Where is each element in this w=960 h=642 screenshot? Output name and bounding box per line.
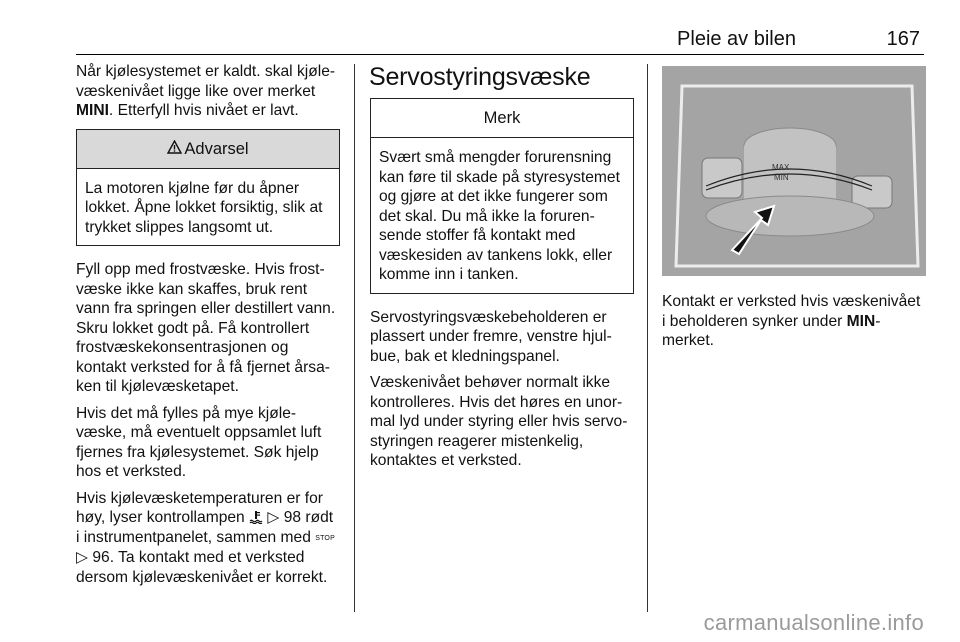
column-middle — [370, 62, 634, 478]
note-header: Merk — [371, 99, 633, 138]
section-heading: Servostyringsvæske — [369, 63, 591, 91]
temp-text: Hvis kjølevæsketemperaturen er for høy, lyser kontrollampen — [76, 489, 323, 526]
reservoir-figure — [662, 66, 926, 276]
page-reference[interactable]: 98 — [283, 509, 302, 526]
intro-mark-label: MINI — [76, 102, 109, 119]
column-divider — [354, 64, 355, 612]
warning-triangle-icon — [167, 131, 182, 169]
temp-text-mid: rødt i instrumentpanelet, sammen med — [76, 509, 334, 546]
paragraph-level-check: Væskenivået behøver normalt ikke kontrolleres. Hvis det høres en unor-mal lyd under styring eller hvis servo-styringen reagerer mistenkelig, kontaktes et verksted. — [370, 374, 628, 469]
figure-caption — [662, 292, 926, 351]
page-reference-arrow-icon: ▷ — [76, 549, 88, 566]
warning-title: Advarsel — [184, 139, 249, 158]
warning-box — [76, 129, 340, 247]
paragraph-air: Hvis det må fylles på mye kjøle-væske, må eventuelt oppsamlet luft fjernes fra kjølesystemet. Søk hjelp hos et verksted. — [76, 404, 322, 480]
coolant-temperature-icon — [249, 509, 263, 526]
page-title: Pleie av bilen — [677, 28, 796, 50]
column-divider — [647, 64, 648, 612]
note-box — [370, 98, 634, 294]
warning-header — [77, 130, 339, 169]
page-reference-arrow-icon: ▷ — [263, 509, 280, 526]
reservoir-illustration — [662, 66, 926, 276]
paragraph-temperature — [76, 489, 340, 588]
caption-mark-label: MIN — [846, 312, 876, 330]
warning-body: La motoren kjølne før du åpner lokket. Åpne lokket forsiktig, slik at trykket slippes langsomt ut. — [85, 179, 323, 236]
intro-text: Når kjølesystemet er kaldt. skal kjøle-væskenivået ligge like over merket — [76, 63, 336, 100]
intro-paragraph — [76, 62, 340, 121]
min-mark: MIN — [774, 173, 789, 182]
watermark-text: carmanualsonline.info — [703, 610, 924, 635]
max-mark: MAX — [772, 163, 790, 172]
page-reference[interactable]: 96 — [92, 549, 110, 566]
stop-indicator-icon: STOP — [315, 534, 335, 542]
column-right — [662, 62, 926, 358]
header-rule — [76, 54, 924, 55]
caption-text-end: -merket. — [662, 312, 881, 349]
page-number: 167 — [886, 28, 920, 50]
note-body: Svært små mengder forurensning kan føre til skade på styresystemet og gjøre at det ikke fungerer som det skal. Du må ikke la foruren-sende stoffer få kontakt med væskesiden av tankens lokk, eller komme inn i tanken. — [379, 149, 620, 283]
paragraph-location: Servostyringsvæskebeholderen er plassert under fremre, venstre hjul-bue, bak et kledningspanel. — [370, 308, 612, 365]
intro-text-end: . Etterfyll hvis nivået er lavt. — [108, 102, 299, 119]
page-header — [36, 22, 924, 56]
paragraph-refill: Fyll opp med frostvæske. Hvis frost-væske ikke kan skaffes, bruk rent vann fra springen eller destillert vann. Skru lokket godt på. Få kontrollert frostvæskekonsentrasjonen og kontakt verksted for å få fjernet årsa-ken til kjølevæsketapet. — [76, 261, 336, 395]
temp-text-end: . Ta kontakt med et verksted dersom kjølevæskenivået er korrekt. — [76, 549, 328, 586]
caption-text: Kontakt er verksted hvis væskenivået i beholderen synker under — [662, 293, 921, 330]
column-left — [76, 62, 340, 594]
